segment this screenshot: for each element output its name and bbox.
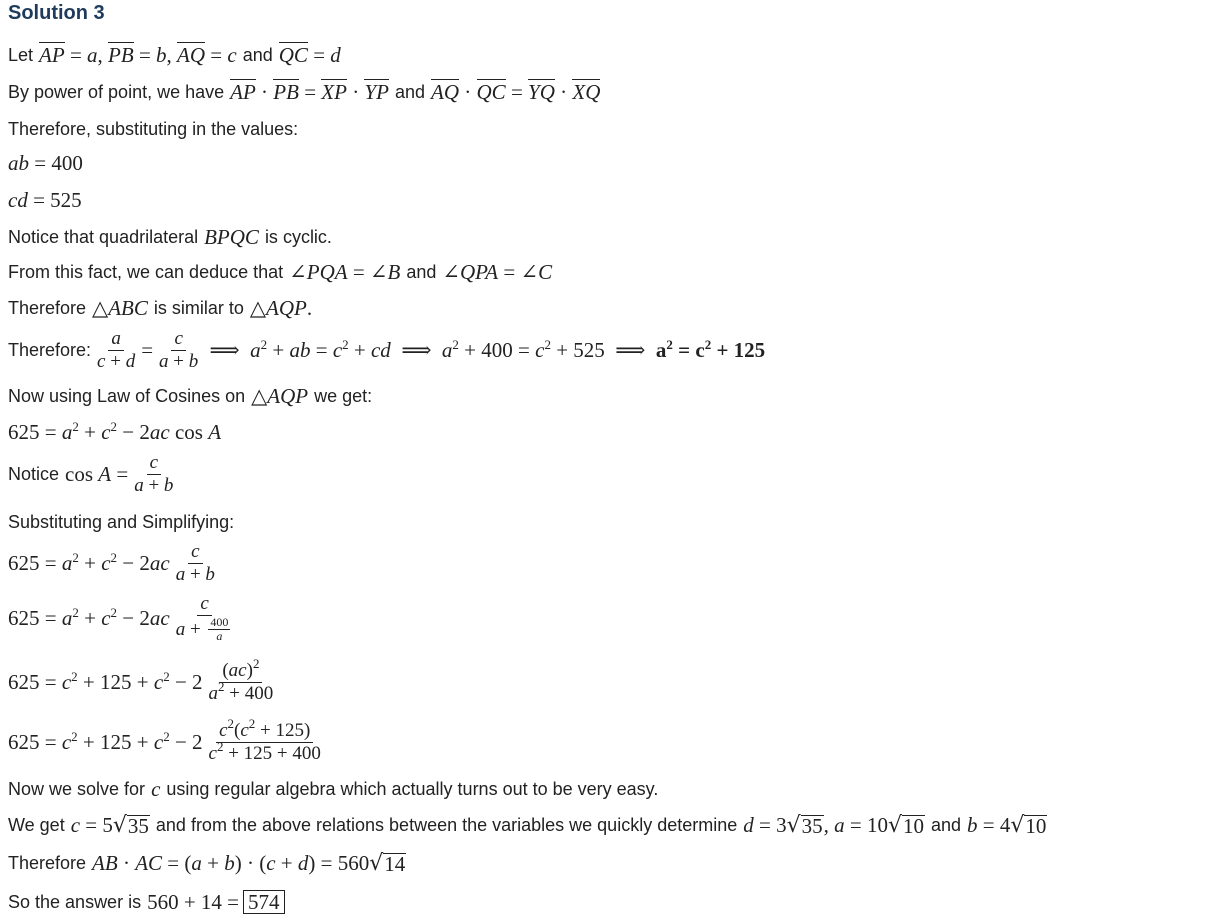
text-therefore: Therefore xyxy=(8,298,87,318)
text-from-fact: From this fact, we can deduce that xyxy=(8,262,284,282)
text-is-similar: is similar to xyxy=(153,298,244,318)
math-step-1: $625 = a^2 + c^2 - 2ac$ xyxy=(8,550,170,575)
fraction-step-2: c a + $\frac{400}{a}$ xyxy=(175,593,229,643)
text-now-solve: Now we solve for xyxy=(8,779,146,799)
line-substituting xyxy=(8,117,298,141)
math-tri-aqp-2: △AQP xyxy=(251,384,309,408)
line-solve-for-c xyxy=(8,777,658,801)
line-product xyxy=(8,851,406,875)
math-power-1: AP · PB = XP · YP xyxy=(230,80,389,104)
math-angle-2: ∠QPA = ∠C xyxy=(442,260,553,284)
text-therefore-colon: Therefore: xyxy=(8,340,92,360)
text-and: and xyxy=(242,44,273,65)
math-c: c xyxy=(151,777,161,801)
text-notice: Notice xyxy=(8,464,60,484)
line-angles xyxy=(8,260,552,284)
text-by-power: By power of point, we have xyxy=(8,81,225,102)
text-now-using: Now using Law of Cosines on xyxy=(8,386,246,406)
math-definitions: AP = a, PB = b, AQ = c xyxy=(39,43,237,67)
math-step-4: $625 = c^2 + 125 + c^2 - 2$ xyxy=(8,729,203,754)
solution-heading: Solution 3 xyxy=(8,2,105,24)
line-ratio: Therefore: $\frac{a}{c + d}$ = $\frac{c}{a + b}$ ⟹ $a^2$ + ab = $c^2$ + cd ⟹ $a^2 + 400 = c^2 + 525$ ⟹ $a^2 = c^2 + 125$ xyxy=(8,327,766,372)
math-c-value: c = 5 √ 35 xyxy=(70,813,149,838)
math-dab-values: d = 3 √ 35 , a = 10 √ 10 xyxy=(743,813,924,838)
math-power-2: AQ · QC = YQ · XQ xyxy=(431,80,601,104)
text-and: and xyxy=(394,81,425,102)
fraction-step-3: $\frac{(ac)^2}{a^2 + 400}$ xyxy=(208,655,274,704)
text-and: and xyxy=(406,262,437,282)
line-step-1 xyxy=(8,538,221,588)
math-tri-aqp: △AQP. xyxy=(249,296,313,320)
text-relations: and from the above relations between the variables we quickly determine xyxy=(155,815,738,835)
line-subst-simpl xyxy=(8,510,234,534)
math-cos-a: cos A = xyxy=(65,462,129,486)
line-cd xyxy=(8,188,82,212)
fraction-c-over-ab-2: $\frac{c}{a + b}$ xyxy=(134,451,174,496)
line-similar xyxy=(8,296,312,320)
math-angle-1: ∠PQA = ∠B xyxy=(289,260,401,284)
line-law-of-cosines xyxy=(8,384,372,408)
line-answer xyxy=(8,890,285,914)
text-let: Let xyxy=(8,44,34,65)
line-power-of-point xyxy=(8,79,600,104)
math-step-3: $625 = c^2 + 125 + c^2 - 2$ xyxy=(8,669,203,694)
line-definitions xyxy=(8,42,341,67)
line-notice-cos xyxy=(8,450,179,498)
fraction-a-over-cd: $\frac{a}{c + d}$ xyxy=(97,327,136,372)
line-step-4 xyxy=(8,714,327,770)
line-step-2 xyxy=(8,590,239,646)
math-qc: QC = d xyxy=(278,43,341,67)
math-cosine-eq: $625 = a^2 + c^2 - 2ac$ cos A xyxy=(8,419,222,444)
math-tri-abc: △ABC xyxy=(92,296,148,320)
fraction-step-1: $\frac{c}{a + b}$ xyxy=(175,540,215,585)
text-now-solve-rest: using regular algebra which actually turns out to be very easy. xyxy=(166,779,659,799)
text-we-get: we get: xyxy=(314,386,373,406)
line-cosine-eq xyxy=(8,420,221,444)
text-subst-simpl: Substituting and Simplifying: xyxy=(8,512,235,532)
text-substituting: Therefore, substituting in the values: xyxy=(8,119,299,139)
line-values xyxy=(8,813,1047,837)
math-b-value: b = 4 √ 10 xyxy=(967,813,1047,838)
math-cd: cd = 525 xyxy=(8,188,82,212)
text-and: and xyxy=(930,815,962,835)
text-we-get-start: We get xyxy=(8,815,65,835)
math-ratio-chain: ⟹ $a^2$ + ab = $c^2$ + cd ⟹ $a^2 + 400 = c^2 + 525$ ⟹ $a^2 = c^2 + 125$ xyxy=(204,337,766,362)
fraction-step-4: $\frac{c^2(c^2 + 125)}{c^2 + 125 + 400}$ xyxy=(208,715,321,764)
text-notice-quad: Notice that quadrilateral xyxy=(8,227,199,247)
text-therefore: Therefore xyxy=(8,853,87,873)
line-step-3 xyxy=(8,654,279,710)
line-ab xyxy=(8,151,83,175)
math-product: AB · AC = (a + b) · (c + d) = 560 √ 14 xyxy=(92,851,406,876)
math-step-2: $625 = a^2 + c^2 - 2ac$ xyxy=(8,605,170,630)
fraction-c-over-ab: $\frac{c}{a + b}$ xyxy=(159,327,199,372)
answer-box: 574 xyxy=(243,890,285,914)
line-cyclic xyxy=(8,225,332,249)
math-quad: BPQC xyxy=(204,225,259,249)
fraction-400-over-a: $\frac{400}{a}$ xyxy=(210,615,229,643)
math-ab: ab = 400 xyxy=(8,151,83,175)
text-is-cyclic: is cyclic. xyxy=(264,227,332,247)
math-sum: 560 + 14 = xyxy=(147,890,240,914)
text-so-answer: So the answer is xyxy=(8,892,142,912)
